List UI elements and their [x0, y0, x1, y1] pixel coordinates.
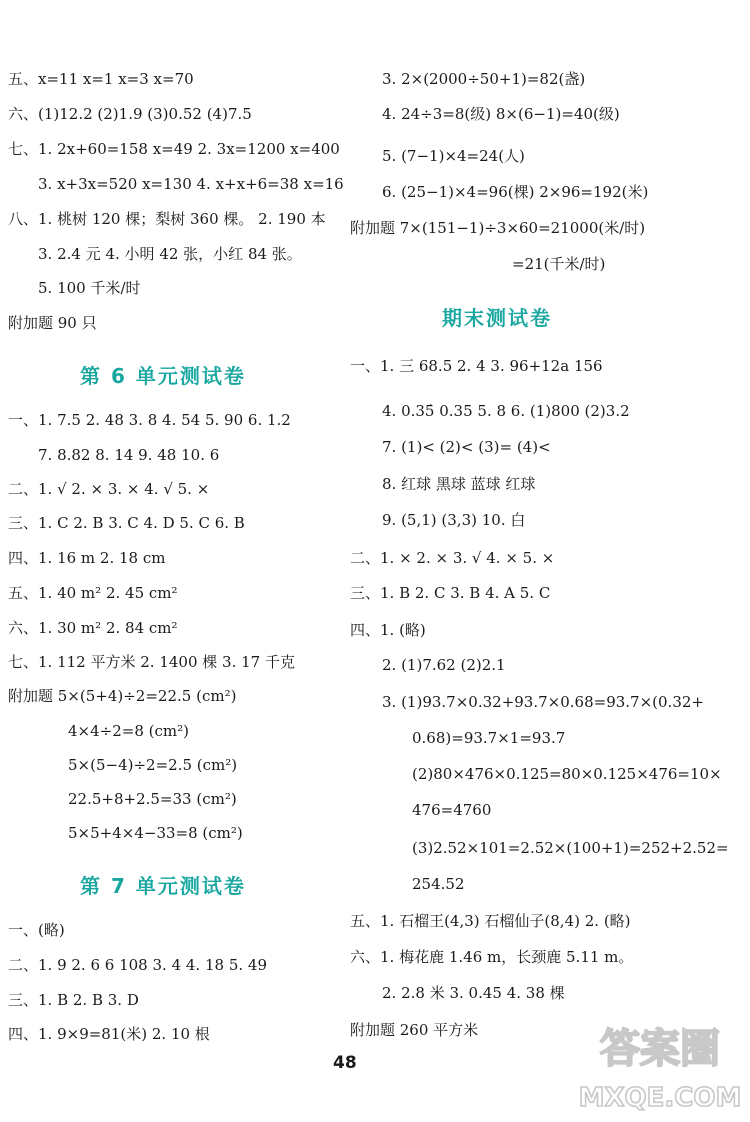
- answer-line: 三、1. B 2. B 3. D: [8, 991, 139, 1009]
- answer-line: 三、1. B 2. C 3. B 4. A 5. C: [350, 584, 551, 602]
- answer-line: 一、(略): [8, 921, 65, 939]
- answer-line: 三、1. C 2. B 3. C 4. D 5. C 6. B: [8, 514, 245, 532]
- bonus-answer-line: 附加题 7×(151−1)÷3×60=21000(米/时): [350, 219, 646, 237]
- answer-line: 9. (5,1) (3,3) 10. 白: [382, 511, 526, 529]
- bonus-answer-line: 附加题 260 平方米: [350, 1021, 479, 1039]
- answer-line: (2)80×476×0.125=80×0.125×476=10×: [412, 765, 722, 783]
- bonus-answer-line: 附加题 5×(5+4)÷2=22.5 (cm²): [8, 687, 237, 705]
- answer-line: 4×4÷2=8 (cm²): [68, 722, 189, 740]
- answer-line: 六、1. 30 m² 2. 84 cm²: [8, 619, 178, 637]
- answer-line: 3. x+3x=520 x=130 4. x+x+6=38 x=16: [38, 175, 344, 193]
- answer-line: 3. (1)93.7×0.32+93.7×0.68=93.7×(0.32+: [382, 693, 704, 711]
- answer-line: 二、1. √ 2. × 3. × 4. √ 5. ×: [8, 480, 210, 498]
- answer-line: 7. (1)< (2)< (3)= (4)<: [382, 438, 551, 456]
- answer-line: 五、x=11 x=1 x=3 x=70: [8, 70, 194, 88]
- page-number: 48: [333, 1053, 357, 1073]
- answer-line: 八、1. 桃树 120 棵；梨树 360 棵。 2. 190 本: [8, 210, 326, 228]
- answer-line: 四、1. (略): [350, 621, 426, 639]
- answer-line: 二、1. × 2. × 3. √ 4. × 5. ×: [350, 549, 555, 567]
- final-exam-title: 期末测试卷: [442, 306, 552, 330]
- answer-line: 一、1. 7.5 2. 48 3. 8 4. 54 5. 90 6. 1.2: [8, 411, 291, 429]
- answer-line: 六、(1)12.2 (2)1.9 (3)0.52 (4)7.5: [8, 105, 252, 123]
- answer-line: 254.52: [412, 875, 465, 893]
- answer-line: 四、1. 16 m 2. 18 cm: [8, 549, 166, 567]
- answer-line: 五、1. 石榴王(4,3) 石榴仙子(8,4) 2. (略): [350, 912, 631, 930]
- answer-line: 5. (7−1)×4=24(人): [382, 147, 525, 165]
- unit7-title: 第 7 单元测试卷: [80, 874, 246, 898]
- answer-line: 5. 100 千米/时: [38, 279, 141, 297]
- answer-line: 2. (1)7.62 (2)2.1: [382, 656, 506, 674]
- answer-line: 3. 2×(2000÷50+1)=82(盏): [382, 70, 586, 88]
- answer-line: 七、1. 112 平方米 2. 1400 棵 3. 17 千克: [8, 653, 295, 671]
- answer-line: 四、1. 9×9=81(米) 2. 10 根: [8, 1025, 210, 1043]
- answer-line: 六、1. 梅花鹿 1.46 m，长颈鹿 5.11 m。: [350, 948, 634, 966]
- watermark-text-bottom: MXQE.COM: [578, 1083, 742, 1113]
- answer-line: 七、1. 2x+60=158 x=49 2. 3x=1200 x=400: [8, 140, 340, 158]
- answer-line: (3)2.52×101=2.52×(100+1)=252+2.52=: [412, 839, 729, 857]
- answer-line: 2. 2.8 米 3. 0.45 4. 38 棵: [382, 984, 565, 1002]
- answer-line: 0.68)=93.7×1=93.7: [412, 729, 566, 747]
- answer-line: 8. 红球 黑球 蓝球 红球: [382, 475, 536, 493]
- answer-line: 22.5+8+2.5=33 (cm²): [68, 790, 237, 808]
- answer-line: 4. 24÷3=8(级) 8×(6−1)=40(级): [382, 105, 620, 123]
- answer-line: 5×5+4×4−33=8 (cm²): [68, 824, 243, 842]
- watermark-text-top: 答案圈: [600, 1026, 720, 1072]
- answer-line: 五、1. 40 m² 2. 45 cm²: [8, 584, 178, 602]
- answer-line: 4. 0.35̇ 0.35 5. 8 6. (1)800 (2)3.2: [382, 402, 630, 420]
- answer-line: =21(千米/时): [512, 255, 606, 273]
- answer-line: 6. (25−1)×4=96(棵) 2×96=192(米): [382, 183, 649, 201]
- bonus-answer-line: 附加题 90 只: [8, 314, 97, 332]
- unit6-title: 第 6 单元测试卷: [80, 364, 246, 388]
- answer-line: 一、1. 三 68.5 2. 4 3. 96+12a 156: [350, 357, 603, 375]
- watermark-graphic: [572, 1010, 748, 1118]
- answer-line: 二、1. 9 2. 6 6 108 3. 4 4. 18 5. 49: [8, 956, 267, 974]
- answer-line: 5×(5−4)÷2=2.5 (cm²): [68, 756, 238, 774]
- answer-line: 7. 8.82 8. 14 9. 48 10. 6: [38, 446, 220, 464]
- watermark-logo: [572, 1010, 748, 1118]
- answer-line: 476=4760: [412, 801, 492, 819]
- answer-line: 3. 2.4 元 4. 小明 42 张，小红 84 张。: [38, 245, 302, 263]
